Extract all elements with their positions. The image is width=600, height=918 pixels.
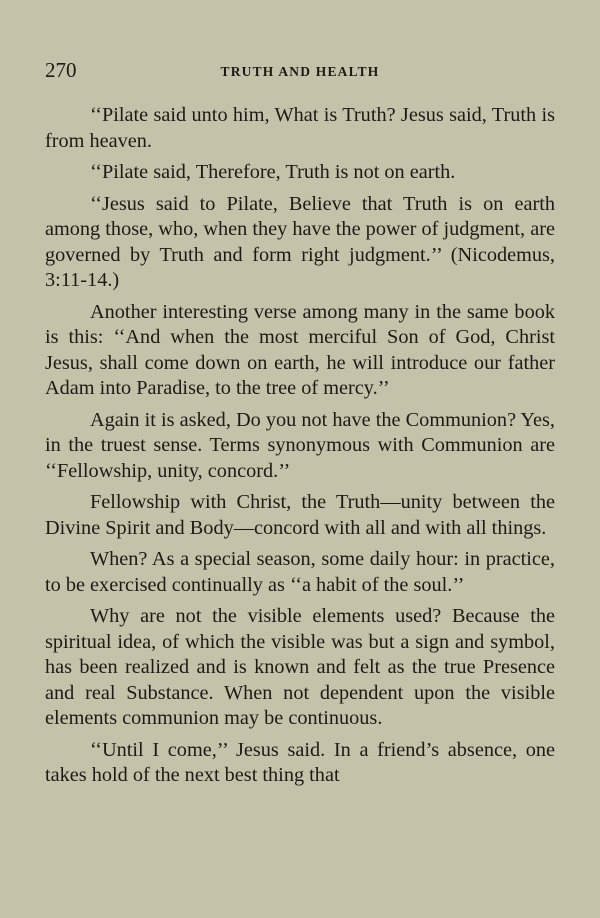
- paragraph: ‘‘Until I come,’’ Jesus said. In a friend’s absence, one takes hold of the next best thing that: [45, 738, 555, 786]
- paragraph: ‘‘Jesus said to Pilate, Believe that Truth is on earth among those, who, when they have the power of judgment, are governed by Truth and form right judgment.’’ (Nicodemus, 3:11-14.): [45, 192, 555, 291]
- running-title: TRUTH AND HEALTH: [220, 64, 380, 79]
- paragraph: ‘‘Pilate said, Therefore, Truth is not on earth.: [90, 161, 456, 183]
- page-number: 270: [45, 58, 77, 82]
- paragraph: Fellowship with Christ, the Truth—unity between the Divine Spirit and Body—concord with all and with all things.: [45, 491, 555, 539]
- paragraph: Why are not the visible elements used? Because the spiritual idea, of which the visible was but a sign and symbol, has been realized and is known and felt as the true Presence and real Substance. When not dependent upon the visible elements communion may be continuous.: [45, 605, 555, 729]
- paragraph: When? As a special season, some daily hour: in practice, to be exercised continually as ‘‘a habit of the soul.’’: [45, 548, 555, 596]
- page-body: [45, 103, 555, 795]
- paragraph: Again it is asked, Do you not have the Communion? Yes, in the truest sense. Terms synonymous with Communion are ‘‘Fellowship, unity, concord.’’: [45, 408, 555, 482]
- paragraph: Another interesting verse among many in the same book is this: ‘‘And when the most merciful Son of God, Christ Jesus, shall come down on earth, he will introduce our father Adam into Paradise, to the tree of mercy.’’: [45, 300, 555, 399]
- page-header: [45, 58, 555, 88]
- paragraph: ‘‘Pilate said unto him, What is Truth? Jesus said, Truth is from heaven.: [45, 104, 555, 152]
